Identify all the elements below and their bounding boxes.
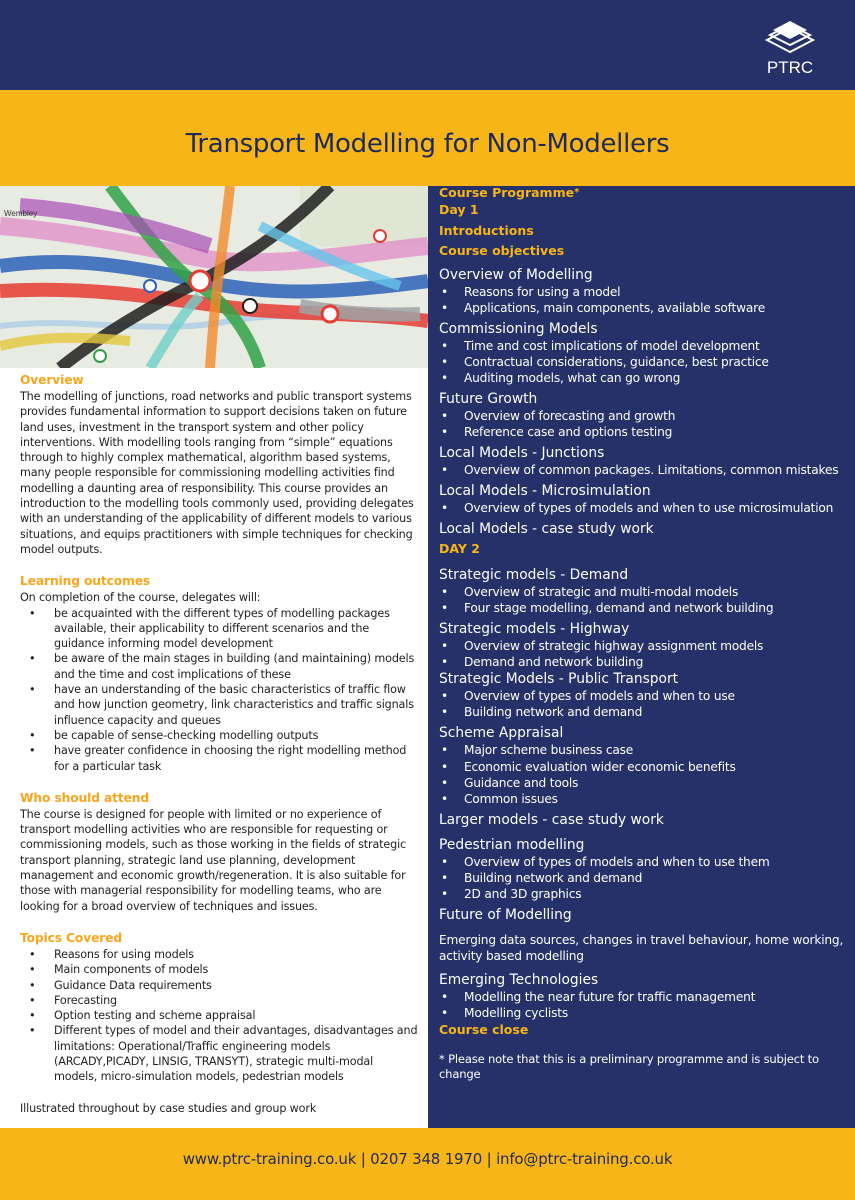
learning-list — [20, 606, 418, 774]
list-item: • Overview of common packages. Limitations, common mistakes — [439, 462, 849, 478]
section-title: Emerging Technologies — [439, 972, 599, 989]
section-list — [439, 408, 849, 440]
course-programme-panel — [428, 186, 855, 1128]
list-item: • Modelling the near future for traffic management — [439, 989, 849, 1005]
list-item: • Applications, main components, available software — [439, 300, 849, 316]
section-list — [439, 989, 849, 1021]
footer-bar — [0, 1128, 855, 1200]
section-list — [439, 338, 849, 386]
list-item: • Four stage modelling, demand and network building — [439, 600, 849, 616]
list-item: • Overview of strategic and multi-modal models — [439, 584, 849, 600]
list-item: • have greater confidence in choosing the right modelling method for a particular task — [20, 743, 418, 774]
topics-list — [20, 947, 418, 1085]
topics-footer: Illustrated throughout by case studies and group work — [20, 1101, 317, 1115]
left-column — [20, 372, 418, 1116]
list-item: • Major scheme business case — [439, 742, 849, 758]
list-item: • Overview of forecasting and growth — [439, 408, 849, 424]
preliminary-note: * Please note that this is a preliminary programme and is subject to change — [439, 1052, 819, 1081]
section-list — [439, 462, 849, 478]
ptrc-logo — [755, 18, 825, 80]
section-title: Future of Modelling — [439, 907, 572, 924]
course-close-label: Course close — [439, 1022, 529, 1038]
section-title: Scheme Appraisal — [439, 725, 564, 742]
section-title: Pedestrian modelling — [439, 836, 585, 853]
list-item: • Overview of types of models and when to use them — [439, 854, 849, 870]
section-title: Larger models - case study work — [439, 811, 664, 828]
list-item: • Overview of types of models and when to use microsimulation — [439, 500, 849, 516]
list-item: • Different types of model and their advantages, disadvantages and limitations: Operational/Traffic engineering models (ARCADY,PICADY, LINSIG, TRANSYT), strategic multi-modal models, micro-simulation models, pedestrian models — [20, 1023, 418, 1084]
section-list — [439, 638, 849, 670]
list-item: • Contractual considerations, guidance, best practice — [439, 354, 849, 370]
list-item: • Economic evaluation wider economic benefits — [439, 759, 849, 775]
ptrc-logo-icon — [755, 18, 825, 58]
title-band — [0, 90, 855, 186]
page-title: Transport Modelling for Non-Modellers — [185, 129, 670, 159]
section-title: Strategic models - Demand — [439, 566, 629, 583]
list-item: • Building network and demand — [439, 704, 849, 720]
header-bar — [0, 0, 855, 90]
programme-star: * — [574, 187, 580, 198]
list-item: • Forecasting — [20, 993, 418, 1008]
section-list — [439, 500, 849, 516]
section-title: Strategic models - Highway — [439, 621, 630, 638]
section-title: Local Models - case study work — [439, 521, 654, 538]
section-list — [439, 742, 849, 806]
section-title: Strategic Models - Public Transport — [439, 671, 679, 688]
list-item: • be acquainted with the different types of modelling packages available, their applicability to different scenarios and the guidance informing model development — [20, 606, 418, 652]
section-title: Commissioning Models — [439, 320, 598, 337]
list-item: • Building network and demand — [439, 870, 849, 886]
list-item: • Reasons for using models — [20, 947, 418, 962]
list-item: • Reference case and options testing — [439, 424, 849, 440]
section-title: Future Growth — [439, 390, 538, 407]
list-item: • Overview of types of models and when to use — [439, 688, 849, 704]
section-title: Local Models - Junctions — [439, 445, 605, 462]
list-item: • Demand and network building — [439, 654, 849, 670]
who-text: The course is designed for people with limited or no experience of transport modelling activities who are responsible for requesting or commissioning models, such as those working in the fields of strategic transport planning, strategic land use planning, development management and economic growth/regeneration. It is also suitable for those with managerial responsibility for modelling teams, who are looking for a broad overview of techniques and issues. — [20, 807, 407, 913]
list-item: • be aware of the main stages in building (and maintaining) models and the time and cost implications of these — [20, 651, 418, 682]
overview-text: The modelling of junctions, road networks and public transport systems provides fundamental information to support decisions taken on future land uses, investment in the transport system and other policy interventions. With modelling tools ranging from “simple” equations through to highly complex mathematical, algorithm based systems, many people responsible for commissioning modelling activities find modelling a daunting area of responsibility. This course provides an introduction to the modelling tools commonly used, providing delegates with an understanding of the applicability of different models to various situations, and equips practitioners with simple techniques for checking model outputs. — [20, 390, 414, 556]
objectives-label: Course objectives — [439, 243, 565, 258]
learning-intro: On completion of the course, delegates will: — [20, 591, 261, 605]
transport-map-image — [0, 186, 428, 368]
list-item: • be capable of sense-checking modelling outputs — [20, 728, 418, 743]
section-list — [439, 284, 849, 316]
contact-line: www.ptrc-training.co.uk | 0207 348 1970 | info@ptrc-training.co.uk — [182, 1150, 673, 1168]
list-item: • 2D and 3D graphics — [439, 886, 849, 902]
learning-heading: Learning outcomes — [20, 574, 151, 589]
topics-heading: Topics Covered — [20, 930, 123, 945]
section-list — [439, 584, 849, 616]
list-item: • Option testing and scheme appraisal — [20, 1008, 418, 1023]
section-list — [439, 688, 849, 720]
introductions-label: Introductions — [439, 222, 534, 238]
future-text: Emerging data sources, changes in travel behaviour, home working, activity based modelling — [439, 933, 844, 964]
list-item: • Common issues — [439, 791, 849, 807]
overview-heading: Overview — [20, 373, 84, 387]
list-item: • Modelling cyclists — [439, 1005, 849, 1021]
section-title: Overview of Modelling — [439, 266, 593, 283]
who-heading: Who should attend — [20, 790, 150, 805]
list-item: • Time and cost implications of model development — [439, 338, 849, 354]
section-list — [439, 854, 849, 902]
list-item: • Overview of strategic highway assignment models — [439, 638, 849, 654]
list-item: • Guidance and tools — [439, 775, 849, 791]
programme-heading — [439, 186, 849, 200]
list-item: • Auditing models, what can go wrong — [439, 370, 849, 386]
logo-text: PTRC — [766, 58, 814, 77]
day2-label: DAY 2 — [439, 541, 480, 557]
list-item: • have an understanding of the basic characteristics of traffic flow and how junction geometry, link characteristics and traffic signals influence capacity and queues — [20, 682, 418, 728]
programme-heading-text: Course Programme — [439, 186, 575, 200]
list-item: • Main components of models — [20, 962, 418, 977]
map-label-wembley: Wembley — [4, 209, 38, 218]
tube-map-illustration — [0, 186, 428, 368]
section-title: Local Models - Microsimulation — [439, 483, 651, 500]
list-item: • Reasons for using a model — [439, 284, 849, 300]
day1-label: Day 1 — [439, 202, 479, 217]
list-item: • Guidance Data requirements — [20, 978, 418, 993]
